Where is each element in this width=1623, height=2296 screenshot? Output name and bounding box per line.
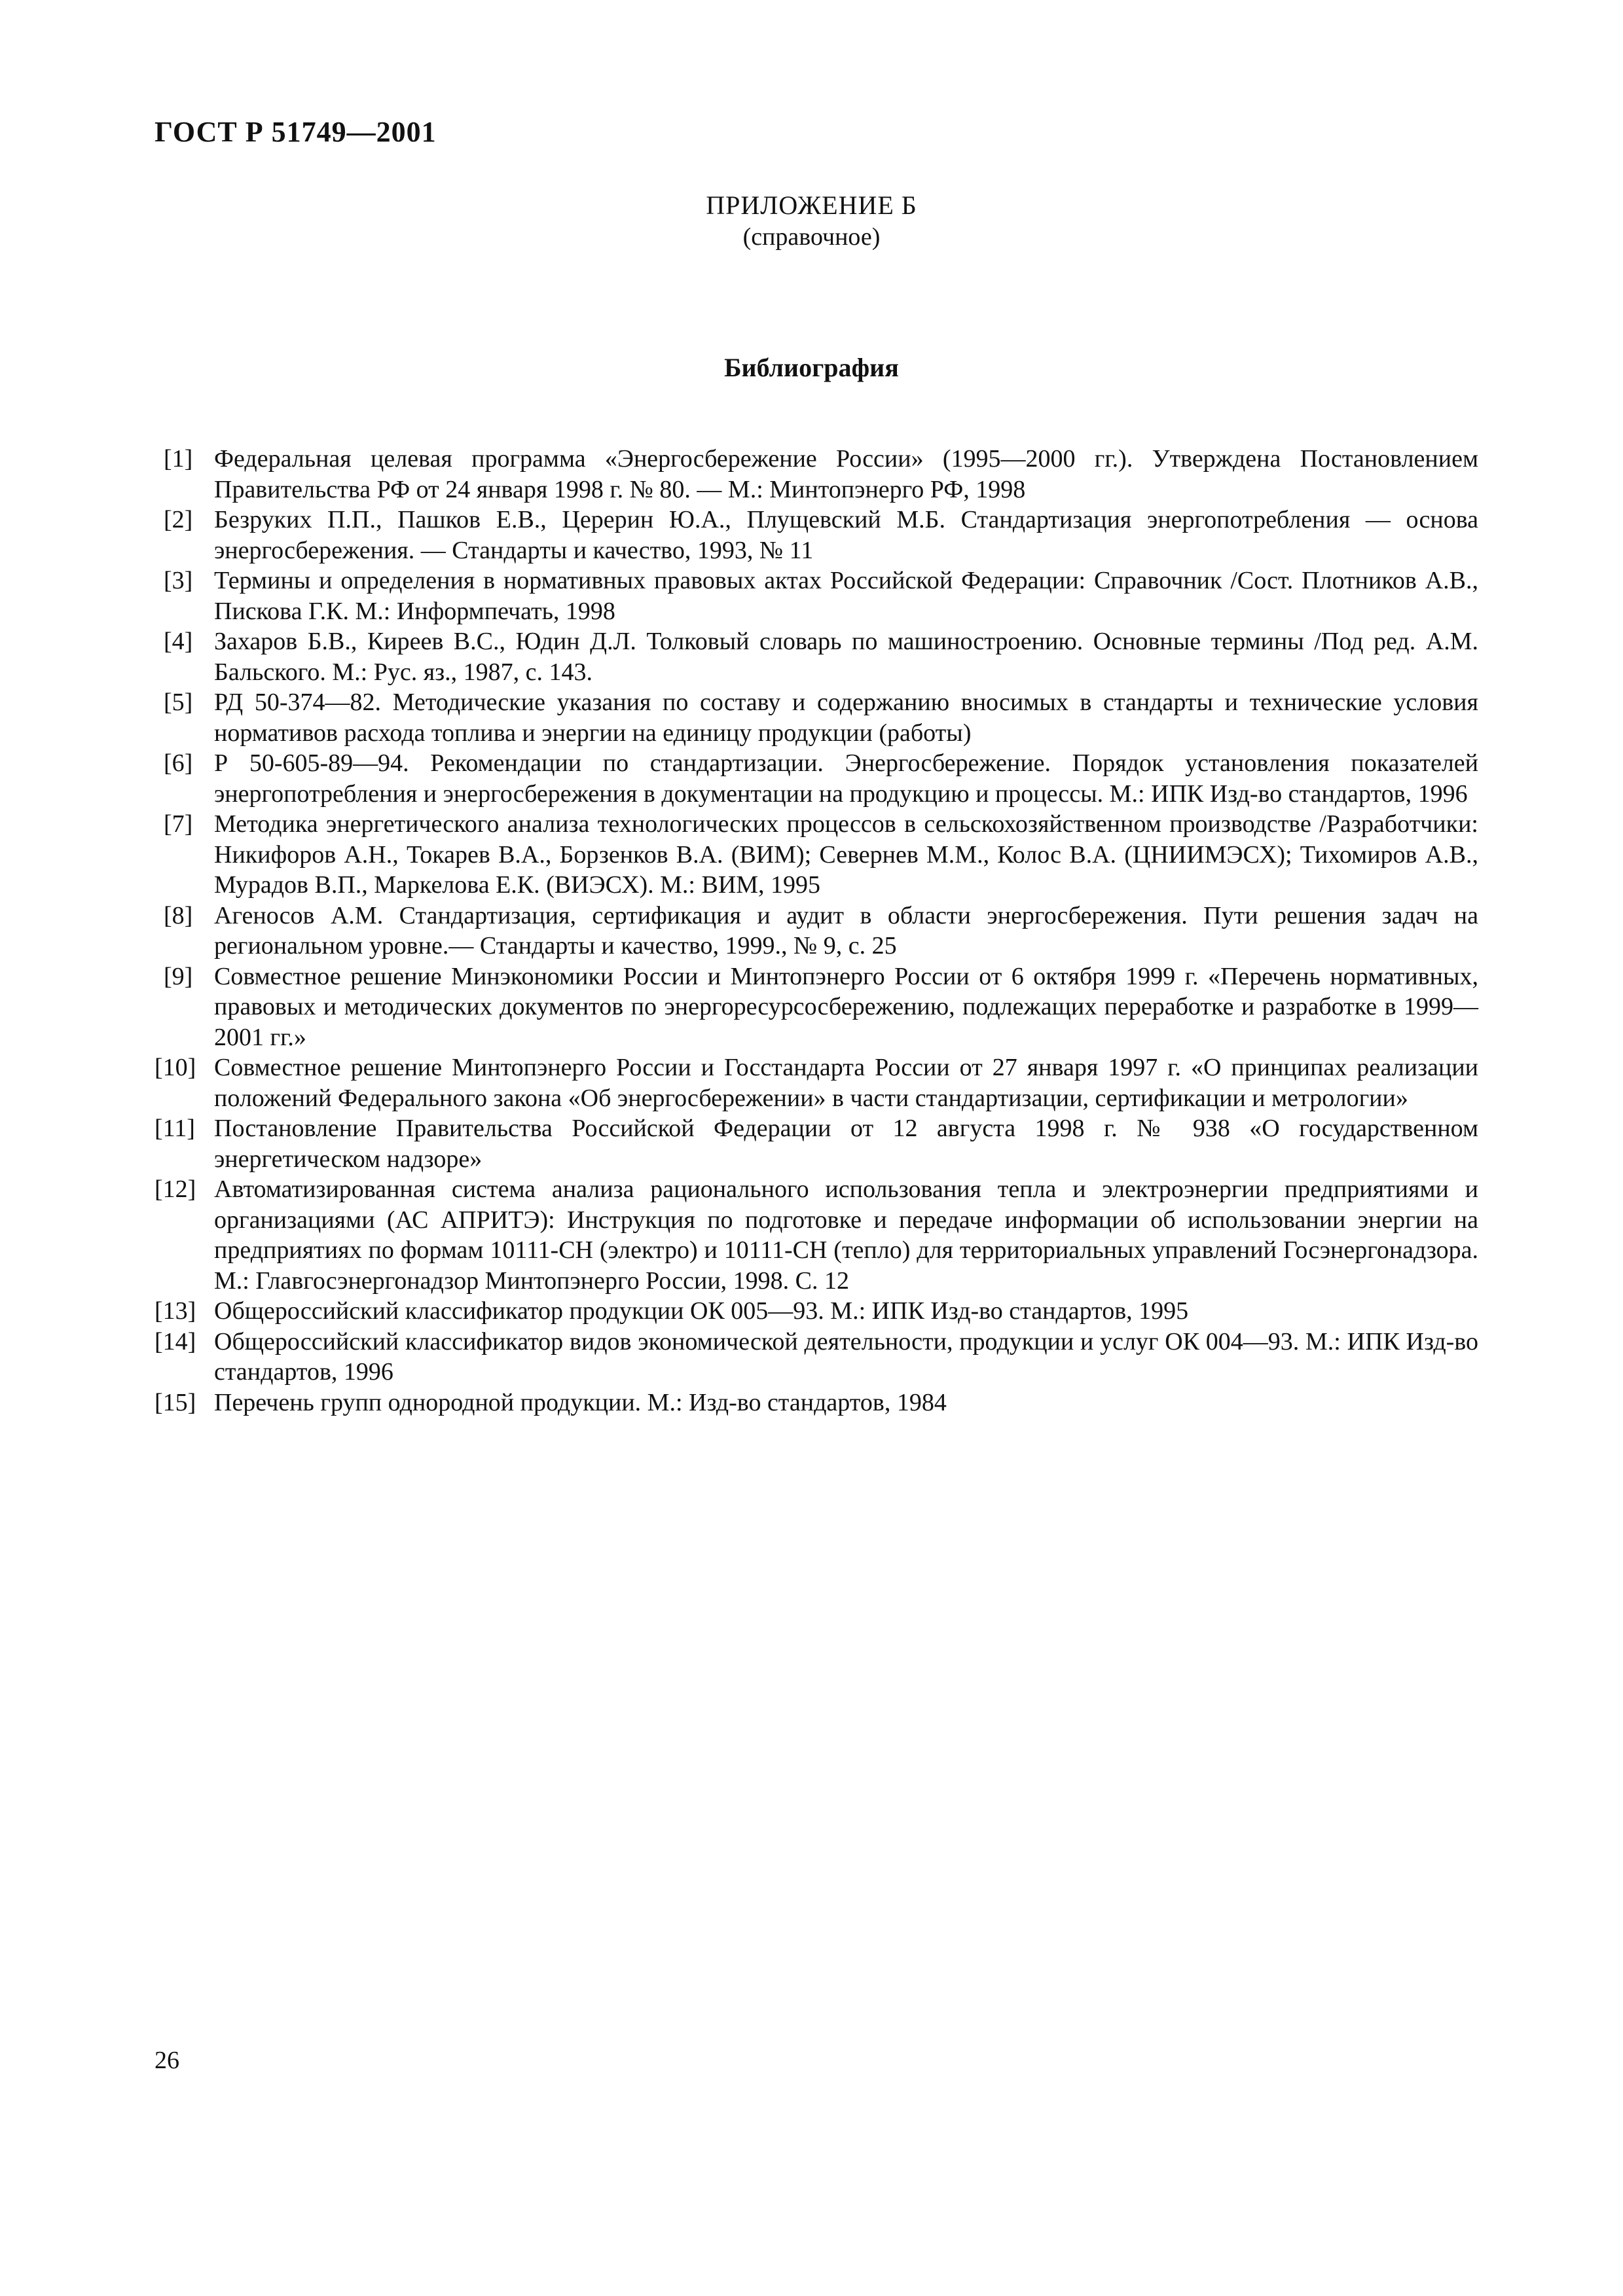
bibliography-item: [155, 748, 1478, 809]
bibliography-item-number: [2]: [164, 506, 193, 533]
bibliography-item-text: Захаров Б.В., Киреев В.С., Юдин Д.Л. Толковый словарь по машиностроению. Основные термины /Под ред. А.М. Бальского. М.: Рус. яз., 1987, с. 143.: [214, 628, 1478, 686]
bibliography-item-number: [15]: [155, 1388, 196, 1416]
bibliography-item-number: [5]: [164, 689, 193, 716]
bibliography-item: [155, 1052, 1478, 1113]
document-code: ГОСТ Р 51749—2001: [155, 116, 437, 148]
bibliography-item: [155, 565, 1478, 626]
bibliography-item-text: Постановление Правительства Российской Федерации от 12 августа 1998 г. № 938 «О государственном энергетическом надзоре»: [214, 1115, 1478, 1173]
bibliography-item-number: [1]: [164, 445, 193, 473]
bibliography-item: [155, 961, 1478, 1053]
bibliography-item: [155, 687, 1478, 748]
bibliography-item-number: [13]: [155, 1297, 196, 1325]
bibliography-item: [155, 1174, 1478, 1296]
page-number: 26: [155, 2047, 179, 2074]
bibliography-item: [155, 1113, 1478, 1174]
bibliography-item-number: [6]: [164, 749, 193, 777]
bibliography-item: [155, 1388, 1478, 1418]
bibliography-item: [155, 505, 1478, 565]
bibliography-item: [155, 444, 1478, 505]
annex-title: ПРИЛОЖЕНИЕ Б: [706, 190, 917, 220]
bibliography-item: [155, 809, 1478, 901]
bibliography-list: [155, 444, 1478, 1418]
annex-note: (справочное): [742, 223, 881, 251]
bibliography-item-number: [10]: [155, 1054, 196, 1081]
bibliography-item-text: Совместное решение Минэкономики России и Минтопэнерго России от 6 октября 1999 г. «Перечень нормативных, правовых и методических документов по энергоресурсосбережению, подлежащих переработке и разработке в 1999—2001 гг.»: [214, 962, 1478, 1051]
bibliography-item-text: Безруких П.П., Пашков Е.В., Церерин Ю.А., Плущевский М.Б. Стандартизация энергопотребления — основа энергосбережения. — Стандарты и качество, 1993, № 11: [214, 506, 1478, 564]
bibliography-item-number: [8]: [164, 901, 193, 929]
bibliography-item-number: [14]: [155, 1327, 196, 1355]
bibliography-item-text: Р 50-605-89—94. Рекомендации по стандартизации. Энергосбережение. Порядок установления показателей энергопотребления и энергосбережения в документации на продукцию и процессы. М.: ИПК Изд-во стандартов, 1996: [214, 749, 1478, 808]
bibliography-item-text: Перечень групп однородной продукции. М.: Изд-во стандартов, 1984: [214, 1388, 947, 1416]
bibliography-item-text: Общероссийский классификатор видов экономической деятельности, продукции и услуг ОК 004—93. М.: ИПК Изд-во стандартов, 1996: [214, 1327, 1478, 1386]
bibliography-item-text: Термины и определения в нормативных правовых актах Российской Федерации: Справочник /Сост. Плотников А.В., Пискова Г.К. М.: Информпечать, 1998: [214, 567, 1478, 625]
bibliography-item-text: Общероссийский классификатор продукции ОК 005—93. М.: ИПК Изд-во стандартов, 1995: [214, 1297, 1189, 1325]
bibliography-item-text: Федеральная целевая программа «Энергосбережение России» (1995—2000 гг.). Утверждена Постановлением Правительства РФ от 24 января 1998 г. № 80. — М.: Минтопэнерго РФ, 1998: [214, 445, 1478, 503]
bibliography-item: [155, 1327, 1478, 1388]
bibliography-item-number: [4]: [164, 628, 193, 655]
bibliography-item: [155, 901, 1478, 961]
bibliography-heading: Библиография: [724, 353, 899, 382]
bibliography-item-text: Агеносов А.М. Стандартизация, сертификация и аудит в области энергосбережения. Пути решения задач на региональном уровне.— Стандарты и качество, 1999., № 9, с. 25: [214, 901, 1478, 960]
bibliography-item-text: Методика энергетического анализа технологических процессов в сельскохозяйственном производстве /Разработчики: Никифоров А.Н., Токарев В.А., Борзенков В.А. (ВИМ); Севернев М.М., Колос В.А. (ЦНИИМЭСХ); Тихомиров А.В., Мурадов В.П., Маркелова Е.К. (ВИЭСХ). М.: ВИМ, 1995: [214, 810, 1478, 899]
bibliography-item-text: РД 50-374—82. Методические указания по составу и содержанию вносимых в стандарты и технические условия нормативов расхода топлива и энергии на единицу продукции (работы): [214, 689, 1478, 747]
bibliography-item: [155, 626, 1478, 687]
bibliography-item-number: [7]: [164, 810, 193, 838]
bibliography-item-number: [12]: [155, 1175, 196, 1203]
bibliography-item: [155, 1296, 1478, 1327]
bibliography-item-text: Автоматизированная система анализа рационального использования тепла и электроэнергии предприятиями и организациями (АС АПРИТЭ): Инструкция по подготовке и передаче информации об использовании энергии на предприятиях по формам 10111-СН (электро) и 10111-СН (тепло) для территориальных управлений Госэнергонадзора. М.: Главгосэнергонадзор Минтопэнерго России, 1998. С. 12: [214, 1175, 1478, 1295]
bibliography-item-number: [9]: [164, 962, 193, 990]
bibliography-item-number: [3]: [164, 567, 193, 594]
bibliography-item-text: Совместное решение Минтопэнерго России и Госстандарта России от 27 января 1997 г. «О принципах реализации положений Федерального закона «Об энергосбережении» в части стандартизации, сертификации и метрологии»: [214, 1054, 1478, 1112]
bibliography-item-number: [11]: [155, 1115, 195, 1142]
